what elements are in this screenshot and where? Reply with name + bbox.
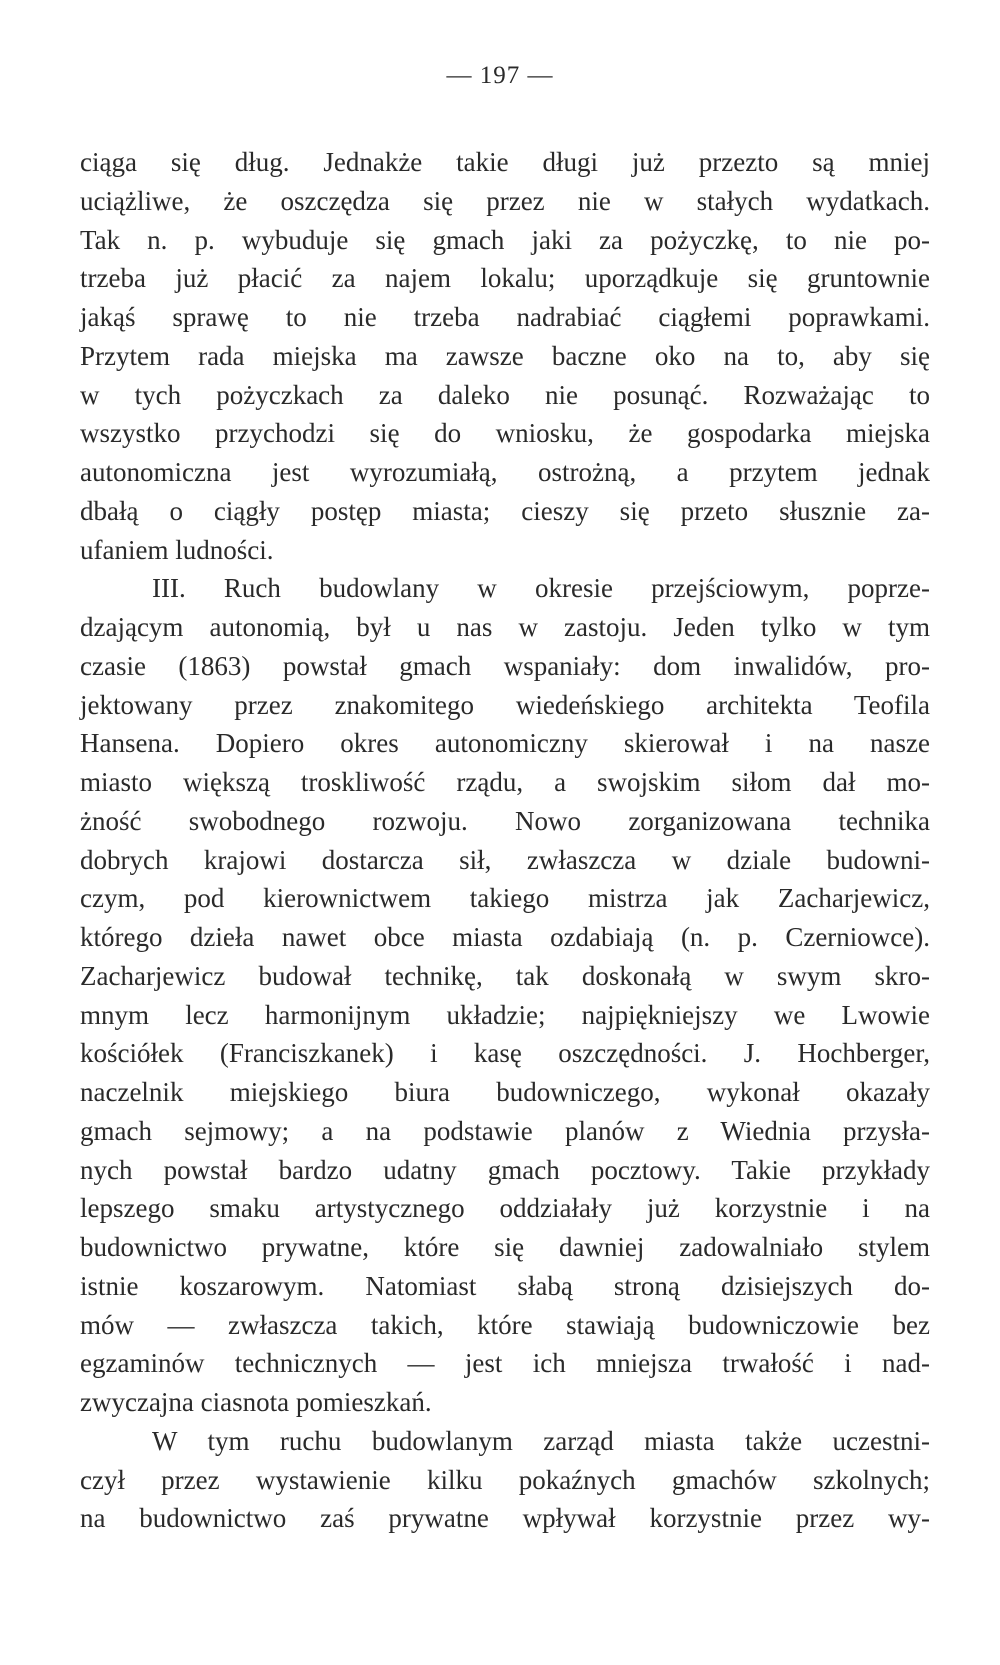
text-line: trzeba już płacić za najem lokalu; uporządkuje się gruntownie bbox=[80, 263, 930, 294]
text-line: nych powstał bardzo udatny gmach pocztowy. Takie przykłady bbox=[80, 1154, 930, 1185]
text-line: jakąś sprawę to nie trzeba nadrabiać ciągłemi poprawkami. bbox=[80, 302, 930, 332]
text-line: na budownictwo zaś prywatne wpływał korzystnie przez wy- bbox=[80, 1503, 930, 1534]
text-line: czył przez wystawienie kilku pokaźnych gmachów szkolnych; bbox=[80, 1464, 930, 1495]
text-line: ufaniem ludności. bbox=[80, 534, 274, 565]
text-line: ciąga się dług. Jednakże takie długi już przezto są mniej bbox=[80, 147, 930, 177]
text-line: istnie koszarowym. Natomiast słabą stroną dzisiejszych do- bbox=[80, 1270, 930, 1301]
text-line: czasie (1863) powstał gmach wspaniały: dom inwalidów, pro- bbox=[80, 650, 930, 681]
text-line: mów — zwłaszcza takich, które stawiają budowniczowie bez bbox=[80, 1309, 930, 1340]
text-line: Tak n. p. wybuduje się gmach jaki za pożyczkę, to nie po- bbox=[80, 224, 930, 255]
text-line: uciążliwe, że oszczędza się przez nie w stałych wydatkach. bbox=[80, 185, 930, 216]
text-line: W tym ruchu budowlanym zarząd miasta także uczestni- bbox=[152, 1425, 930, 1456]
text-line: egzaminów technicznych — jest ich mniejsza trwałość i nad- bbox=[80, 1348, 930, 1379]
text-line: budownictwo prywatne, które się dawniej zadowalniało stylem bbox=[80, 1232, 930, 1262]
text-line: dobrych krajowi dostarcza sił, zwłaszcza w dziale budowni- bbox=[80, 844, 930, 875]
page-number: — 197 — bbox=[446, 62, 554, 89]
text-line: III. Ruch budowlany w okresie przejściowym, poprze- bbox=[152, 573, 930, 604]
text-line: gmach sejmowy; a na podstawie planów z Wiednia przysła- bbox=[80, 1115, 930, 1146]
text-line: którego dzieła nawet obce miasta ozdabiają (n. p. Czerniowce). bbox=[80, 922, 930, 952]
text-line: dzającym autonomią, był u nas w zastoju. Jeden tylko w tym bbox=[80, 612, 930, 642]
text-line: kościółek (Franciszkanek) i kasę oszczędności. J. Hochberger, bbox=[80, 1038, 930, 1069]
text-line: autonomiczna jest wyrozumiałą, ostrożną, a przytem jednak bbox=[80, 457, 930, 487]
text-line: w tych pożyczkach za daleko nie posunąć. Rozważając to bbox=[80, 379, 930, 410]
body-text bbox=[80, 143, 930, 1538]
text-line: Przytem rada miejska ma zawsze baczne oko na to, aby się bbox=[80, 340, 930, 371]
text-line: czym, pod kierownictwem takiego mistrza jak Zacharjewicz, bbox=[80, 883, 930, 914]
text-line: mnym lecz harmonijnym układzie; najpiękniejszy we Lwowie bbox=[80, 999, 930, 1030]
text-line: Hansena. Dopiero okres autonomiczny skierował i na nasze bbox=[80, 728, 930, 759]
text-line: wszystko przychodzi się do wniosku, że gospodarka miejska bbox=[80, 418, 930, 449]
text-line: lepszego smaku artystycznego oddziałały już korzystnie i na bbox=[80, 1193, 930, 1224]
text-line: miasto większą troskliwość rządu, a swojskim siłom dał mo- bbox=[80, 767, 930, 797]
text-line: żność swobodnego rozwoju. Nowo zorganizowana technika bbox=[80, 805, 930, 836]
text-line: zwyczajna ciasnota pomieszkań. bbox=[80, 1387, 432, 1417]
text-line: jektowany przez znakomitego wiedeńskiego architekta Teofila bbox=[80, 689, 930, 720]
text-line: naczelnik miejskiego biura budowniczego, wykonał okazały bbox=[80, 1077, 930, 1107]
text-line: Zacharjewicz budował technikę, tak doskonałą w swym skro- bbox=[80, 960, 930, 991]
text-line: dbałą o ciągły postęp miasta; cieszy się przeto słusznie za- bbox=[80, 495, 930, 526]
